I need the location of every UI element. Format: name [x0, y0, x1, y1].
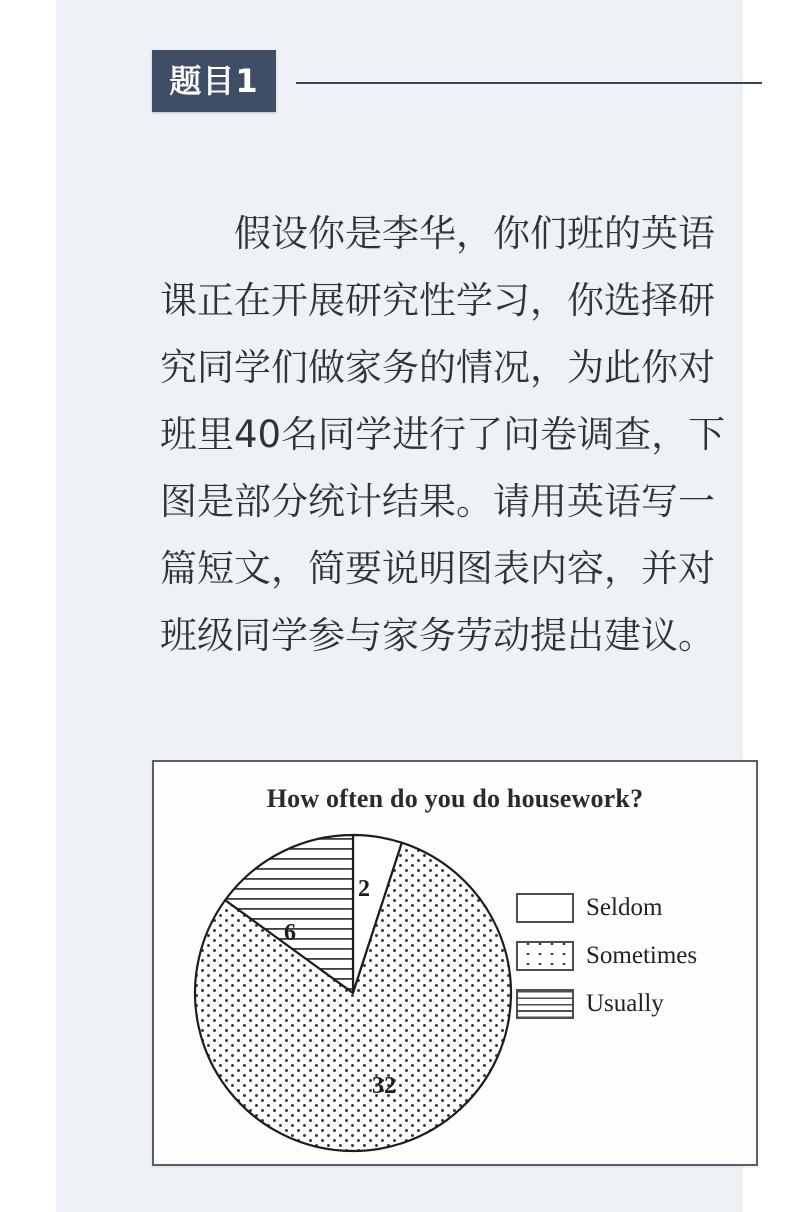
legend-swatch-usually	[516, 989, 574, 1019]
prompt-line: 课正在开展研究性学习，你选择研	[160, 279, 715, 322]
legend-label: Sometimes	[586, 942, 698, 969]
legend-label: Usually	[586, 990, 664, 1017]
prompt-line: 班级同学参与家务劳动提出建议。	[160, 614, 715, 657]
chart-legend	[516, 886, 746, 1030]
legend-item	[516, 886, 746, 930]
legend-label: Seldom	[586, 894, 663, 921]
content-card	[56, 0, 743, 1212]
prompt-line: 图是部分统计结果。请用英语写一	[160, 480, 715, 523]
legend-item	[516, 934, 746, 978]
prompt-line: 究同学们做家务的情况，为此你对	[160, 346, 715, 389]
question-number-label: 题目1	[169, 62, 259, 100]
pie-chart-svg	[188, 828, 518, 1158]
legend-swatch-sometimes	[516, 941, 574, 971]
chart-title: How often do you do housework?	[266, 784, 644, 813]
slice-label-sometimes: 32	[372, 1073, 396, 1099]
prompt-line: 假设你是李华，你们班的英语	[160, 212, 715, 255]
chart-figure	[152, 760, 758, 1166]
header	[152, 50, 762, 112]
legend-swatch-seldom	[516, 893, 574, 923]
prompt-line: 篇短文，简要说明图表内容，并对	[160, 547, 715, 590]
slice-label-seldom: 2	[358, 876, 370, 902]
header-divider	[296, 82, 762, 84]
slice-label-usually: 6	[284, 920, 296, 946]
prompt-line: 班里40名同学进行了问卷调查，下	[160, 413, 726, 456]
legend-item	[516, 982, 746, 1026]
prompt-text	[160, 200, 750, 669]
pie-slices	[195, 835, 511, 1151]
pie-chart	[188, 828, 518, 1158]
question-number-badge	[152, 50, 276, 112]
